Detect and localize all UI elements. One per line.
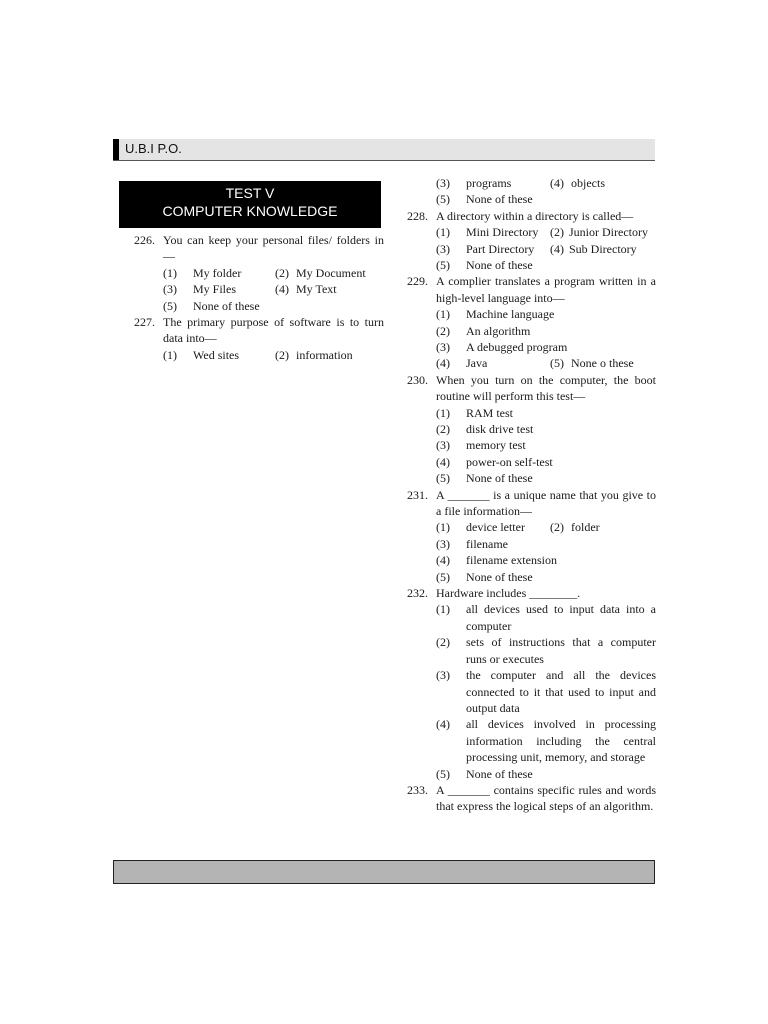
option-row bbox=[119, 347, 384, 363]
option-row bbox=[392, 667, 656, 716]
option-text: RAM test bbox=[466, 405, 514, 420]
option-text: Junior Directory bbox=[569, 225, 648, 240]
option-text: None of these bbox=[466, 192, 533, 207]
question-text: A _______ contains specific rules and words that express the logical steps of an algorithm. bbox=[436, 782, 656, 814]
option-number: (1) bbox=[436, 225, 450, 240]
running-header bbox=[113, 139, 655, 161]
option-row bbox=[119, 265, 384, 281]
option-number: (1) bbox=[163, 265, 177, 280]
option-number: (3) bbox=[163, 282, 177, 297]
option-number: (5) bbox=[436, 471, 450, 486]
option-row bbox=[392, 454, 656, 470]
left-column bbox=[119, 232, 384, 363]
option-text: device letter bbox=[466, 520, 525, 535]
option-text: filename bbox=[466, 536, 508, 551]
option-text: None of these bbox=[466, 766, 533, 781]
option-row bbox=[392, 339, 656, 355]
option-text: None of these bbox=[193, 298, 260, 313]
option-row bbox=[392, 437, 656, 453]
option-text: folder bbox=[571, 520, 600, 535]
question-number: 230. bbox=[407, 372, 428, 387]
option-text: all devices used to input data into a computer bbox=[466, 602, 656, 633]
test-title-box bbox=[119, 181, 381, 228]
question-228 bbox=[392, 208, 656, 224]
question-number: 228. bbox=[407, 208, 428, 223]
option-row bbox=[392, 421, 656, 437]
option-text: memory test bbox=[466, 438, 526, 453]
option-row bbox=[392, 552, 656, 568]
header-text: U.B.I P.O. bbox=[125, 141, 182, 156]
option-number: (5) bbox=[436, 257, 450, 272]
option-text: None o these bbox=[571, 356, 634, 371]
option-row bbox=[392, 241, 656, 257]
question-text: A directory within a directory is called— bbox=[436, 208, 634, 223]
option-row bbox=[392, 519, 656, 535]
option-text: My Text bbox=[296, 282, 337, 297]
option-row bbox=[392, 257, 656, 273]
option-text: Java bbox=[466, 356, 488, 371]
question-number: 229. bbox=[407, 274, 428, 289]
option-text: information bbox=[296, 347, 353, 362]
question-226 bbox=[119, 232, 384, 265]
option-row bbox=[392, 716, 656, 765]
question-number: 231. bbox=[407, 487, 428, 502]
option-text: None of these bbox=[466, 257, 533, 272]
option-number: (1) bbox=[436, 602, 450, 617]
option-number: (4) bbox=[550, 241, 564, 256]
option-row bbox=[392, 355, 656, 371]
option-text: Sub Directory bbox=[569, 241, 637, 256]
option-text: Machine language bbox=[466, 307, 555, 322]
option-row bbox=[392, 175, 656, 191]
option-text: Part Directory bbox=[466, 241, 535, 256]
option-number: (3) bbox=[436, 340, 450, 355]
option-text: None of these bbox=[466, 569, 533, 584]
question-text: A _______ is a unique name that you give to a file information— bbox=[436, 487, 656, 519]
option-number: (3) bbox=[436, 536, 450, 551]
option-number: (3) bbox=[436, 241, 450, 256]
option-text: My Document bbox=[296, 265, 366, 280]
test-subtitle: COMPUTER KNOWLEDGE bbox=[162, 203, 338, 219]
option-number: (5) bbox=[436, 766, 450, 781]
option-number: (2) bbox=[436, 422, 450, 437]
question-233 bbox=[392, 782, 656, 815]
option-number: (4) bbox=[550, 176, 564, 190]
option-row bbox=[392, 323, 656, 339]
option-row bbox=[392, 191, 656, 207]
option-row bbox=[392, 766, 656, 782]
option-row bbox=[392, 536, 656, 552]
option-number: (4) bbox=[436, 553, 450, 568]
option-row bbox=[392, 601, 656, 634]
option-row bbox=[392, 470, 656, 486]
option-number: (5) bbox=[436, 569, 450, 584]
option-text: A debugged program bbox=[466, 340, 568, 355]
option-text: sets of instructions that a computer runs or executes bbox=[466, 635, 656, 666]
option-text: all devices involved in processing information including the central processing unit, memory, and storage bbox=[466, 717, 656, 765]
option-row bbox=[119, 298, 384, 314]
question-227 bbox=[119, 314, 384, 347]
option-number: (2) bbox=[436, 635, 450, 650]
option-row bbox=[392, 306, 656, 322]
footer-bar bbox=[113, 860, 655, 884]
option-text: None of these bbox=[466, 471, 533, 486]
question-text: A complier translates a program written in a high-level language into— bbox=[436, 274, 656, 305]
option-number: (2) bbox=[436, 323, 450, 338]
option-number: (3) bbox=[436, 176, 450, 190]
question-230 bbox=[392, 372, 656, 405]
option-text: My Files bbox=[193, 282, 237, 297]
option-text: Mini Directory bbox=[466, 225, 539, 240]
option-number: (5) bbox=[163, 298, 177, 313]
option-number: (1) bbox=[436, 405, 450, 420]
option-row bbox=[392, 569, 656, 585]
option-number: (2) bbox=[550, 225, 564, 240]
option-number: (2) bbox=[275, 265, 289, 280]
option-text: Wed sites bbox=[193, 347, 240, 362]
option-number: (2) bbox=[275, 347, 289, 362]
question-232 bbox=[392, 585, 656, 601]
option-row bbox=[392, 224, 656, 240]
test-title: TEST V bbox=[225, 185, 275, 201]
option-number: (5) bbox=[436, 192, 450, 207]
option-number: (4) bbox=[436, 356, 450, 371]
option-text: the computer and all the devices connected to it that used to input and output data bbox=[466, 668, 656, 715]
option-row bbox=[392, 634, 656, 667]
question-231 bbox=[392, 487, 656, 520]
option-text: An algorithm bbox=[466, 323, 531, 338]
option-text: power-on self-test bbox=[466, 454, 553, 469]
option-number: (5) bbox=[550, 356, 564, 371]
option-number: (4) bbox=[436, 717, 450, 732]
option-number: (4) bbox=[436, 454, 450, 469]
option-number: (1) bbox=[436, 307, 450, 322]
option-text: objects bbox=[571, 176, 605, 190]
option-row bbox=[392, 405, 656, 421]
question-number: 227. bbox=[134, 315, 155, 329]
question-number: 226. bbox=[134, 233, 155, 247]
option-number: (3) bbox=[436, 668, 450, 683]
header-accent-bar bbox=[113, 139, 119, 160]
option-text: filename extension bbox=[466, 553, 557, 568]
question-text: The primary purpose of software is to turn data into— bbox=[163, 315, 384, 346]
question-text: When you turn on the computer, the boot routine will perform this test— bbox=[436, 372, 656, 404]
question-text: Hardware includes ________. bbox=[436, 586, 581, 601]
option-text: programs bbox=[466, 176, 512, 190]
right-column bbox=[392, 175, 656, 815]
option-number: (4) bbox=[275, 282, 289, 297]
option-number: (1) bbox=[436, 520, 450, 535]
option-row bbox=[119, 281, 384, 297]
option-number: (2) bbox=[550, 520, 564, 535]
question-text: You can keep your personal files/ folders in— bbox=[163, 233, 384, 264]
question-229 bbox=[392, 273, 656, 306]
question-number: 232. bbox=[407, 586, 428, 601]
option-number: (1) bbox=[163, 347, 177, 362]
option-text: My folder bbox=[193, 265, 242, 280]
option-number: (3) bbox=[436, 438, 450, 453]
question-number: 233. bbox=[407, 782, 428, 797]
option-text: disk drive test bbox=[466, 422, 534, 437]
